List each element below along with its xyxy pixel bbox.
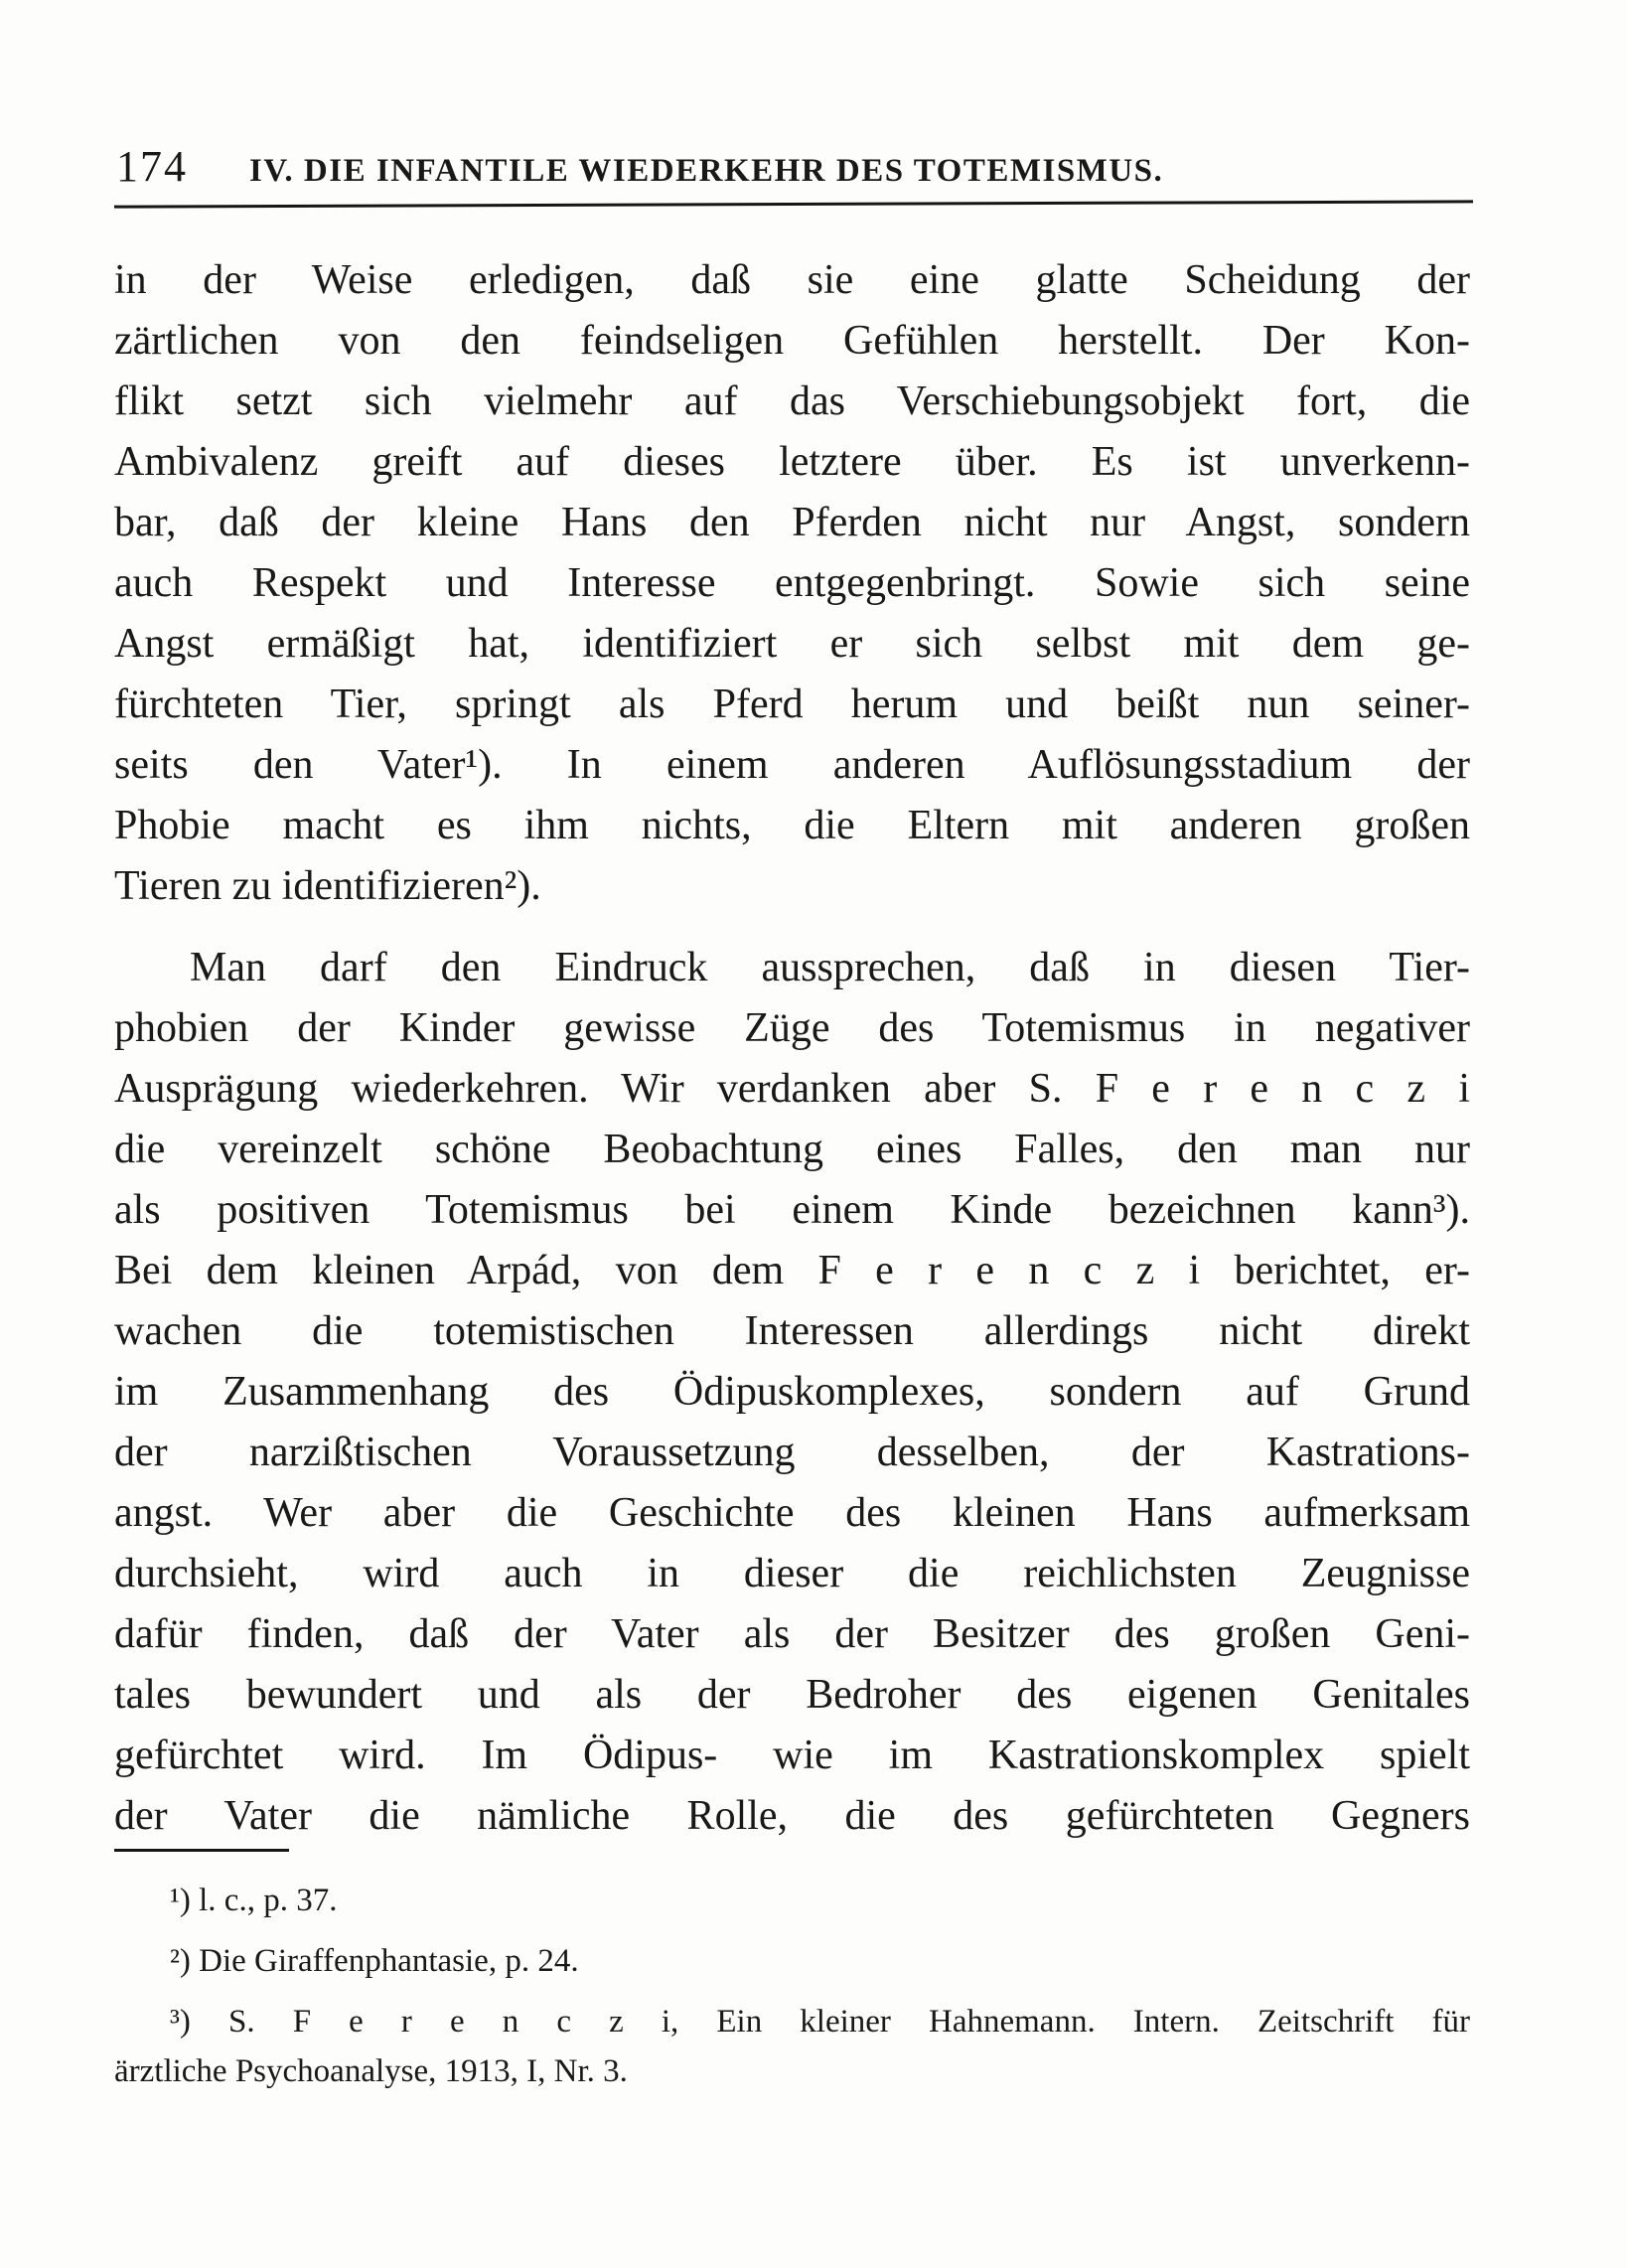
text-line: der Vater die nämliche Rolle, die des gefürchteten Gegners bbox=[114, 1793, 1470, 1839]
text-line: Tieren zu identifizieren²). bbox=[114, 863, 541, 909]
text-line: Ambivalenz greift auf dieses letztere über. Es ist unverkenn- bbox=[114, 439, 1470, 485]
footnote-line: ¹) l. c., p. 37. bbox=[170, 1883, 338, 1918]
footnote-1 bbox=[114, 1876, 1470, 1925]
text-line: gefürchtet wird. Im Ödipus- wie im Kastrationskomplex spielt bbox=[114, 1733, 1470, 1778]
text-line: in der Weise erledigen, daß sie eine glatte Scheidung der bbox=[114, 257, 1470, 303]
header-rule bbox=[114, 200, 1473, 208]
body-text bbox=[114, 250, 1470, 1847]
footnote-line: ³) S. F e r e n c z i, Ein kleiner Hahnemann. Intern. Zeitschrift für bbox=[170, 2004, 1470, 2040]
text-line: seits den Vater¹). In einem anderen Auflösungsstadium der bbox=[114, 742, 1470, 788]
text-line: flikt setzt sich vielmehr auf das Verschiebungsobjekt fort, die bbox=[114, 378, 1470, 424]
running-title: IV. DIE INFANTILE WIEDERKEHR DES TOTEMISMUS. bbox=[249, 153, 1164, 189]
text-line: phobien der Kinder gewisse Züge des Totemismus in negativer bbox=[114, 1005, 1470, 1051]
text-line: zärtlichen von den feindseligen Gefühlen herstellt. Der Kon- bbox=[114, 318, 1470, 364]
text-line: angst. Wer aber die Geschichte des kleinen Hans aufmerksam bbox=[114, 1490, 1470, 1536]
text-line: wachen die totemistischen Interessen allerdings nicht direkt bbox=[114, 1308, 1470, 1354]
footnotes bbox=[114, 1876, 1470, 2107]
text-line: als positiven Totemismus bei einem Kinde bezeichnen kann³). bbox=[114, 1187, 1470, 1233]
text-line: durchsieht, wird auch in dieser die reichlichsten Zeugnisse bbox=[114, 1551, 1470, 1596]
text-line: Angst ermäßigt hat, identifiziert er sich selbst mit dem ge- bbox=[114, 621, 1470, 667]
text-line: Phobie macht es ihm nichts, die Eltern mit anderen großen bbox=[114, 803, 1470, 848]
text-line: Man darf den Eindruck aussprechen, daß in diesen Tier- bbox=[190, 945, 1470, 990]
text-line: im Zusammenhang des Ödipuskomplexes, sondern auf Grund bbox=[114, 1369, 1470, 1415]
text-line: der narzißtischen Voraussetzung desselben, der Kastrations- bbox=[114, 1430, 1470, 1475]
footnote-separator-rule bbox=[114, 1849, 289, 1852]
page-number: 174 bbox=[116, 142, 188, 191]
paragraph bbox=[114, 250, 1470, 917]
paragraph bbox=[114, 938, 1470, 1847]
footnote-line: ärztliche Psychoanalyse, 1913, I, Nr. 3. bbox=[114, 2053, 628, 2089]
text-line: dafür finden, daß der Vater als der Besitzer des großen Geni- bbox=[114, 1611, 1470, 1657]
text-line: auch Respekt und Interesse entgegenbringt. Sowie sich seine bbox=[114, 560, 1470, 606]
text-line: tales bewundert und als der Bedroher des eigenen Genitales bbox=[114, 1672, 1470, 1718]
text-line: die vereinzelt schöne Beobachtung eines Falles, den man nur bbox=[114, 1127, 1470, 1172]
text-line: Ausprägung wiederkehren. Wir verdanken aber S. F e r e n c z i bbox=[114, 1066, 1470, 1112]
text-line: fürchteten Tier, springt als Pferd herum und beißt nun seiner- bbox=[114, 681, 1470, 727]
footnote-line: ²) Die Giraffenphantasie, p. 24. bbox=[170, 1943, 579, 1979]
footnote-3 bbox=[114, 1997, 1470, 2096]
footnote-2 bbox=[114, 1936, 1470, 1986]
text-line: bar, daß der kleine Hans den Pferden nicht nur Angst, sondern bbox=[114, 500, 1470, 545]
page-header bbox=[116, 141, 1475, 192]
text-line: Bei dem kleinen Arpád, von dem F e r e n c z i berichtet, er- bbox=[114, 1248, 1470, 1293]
